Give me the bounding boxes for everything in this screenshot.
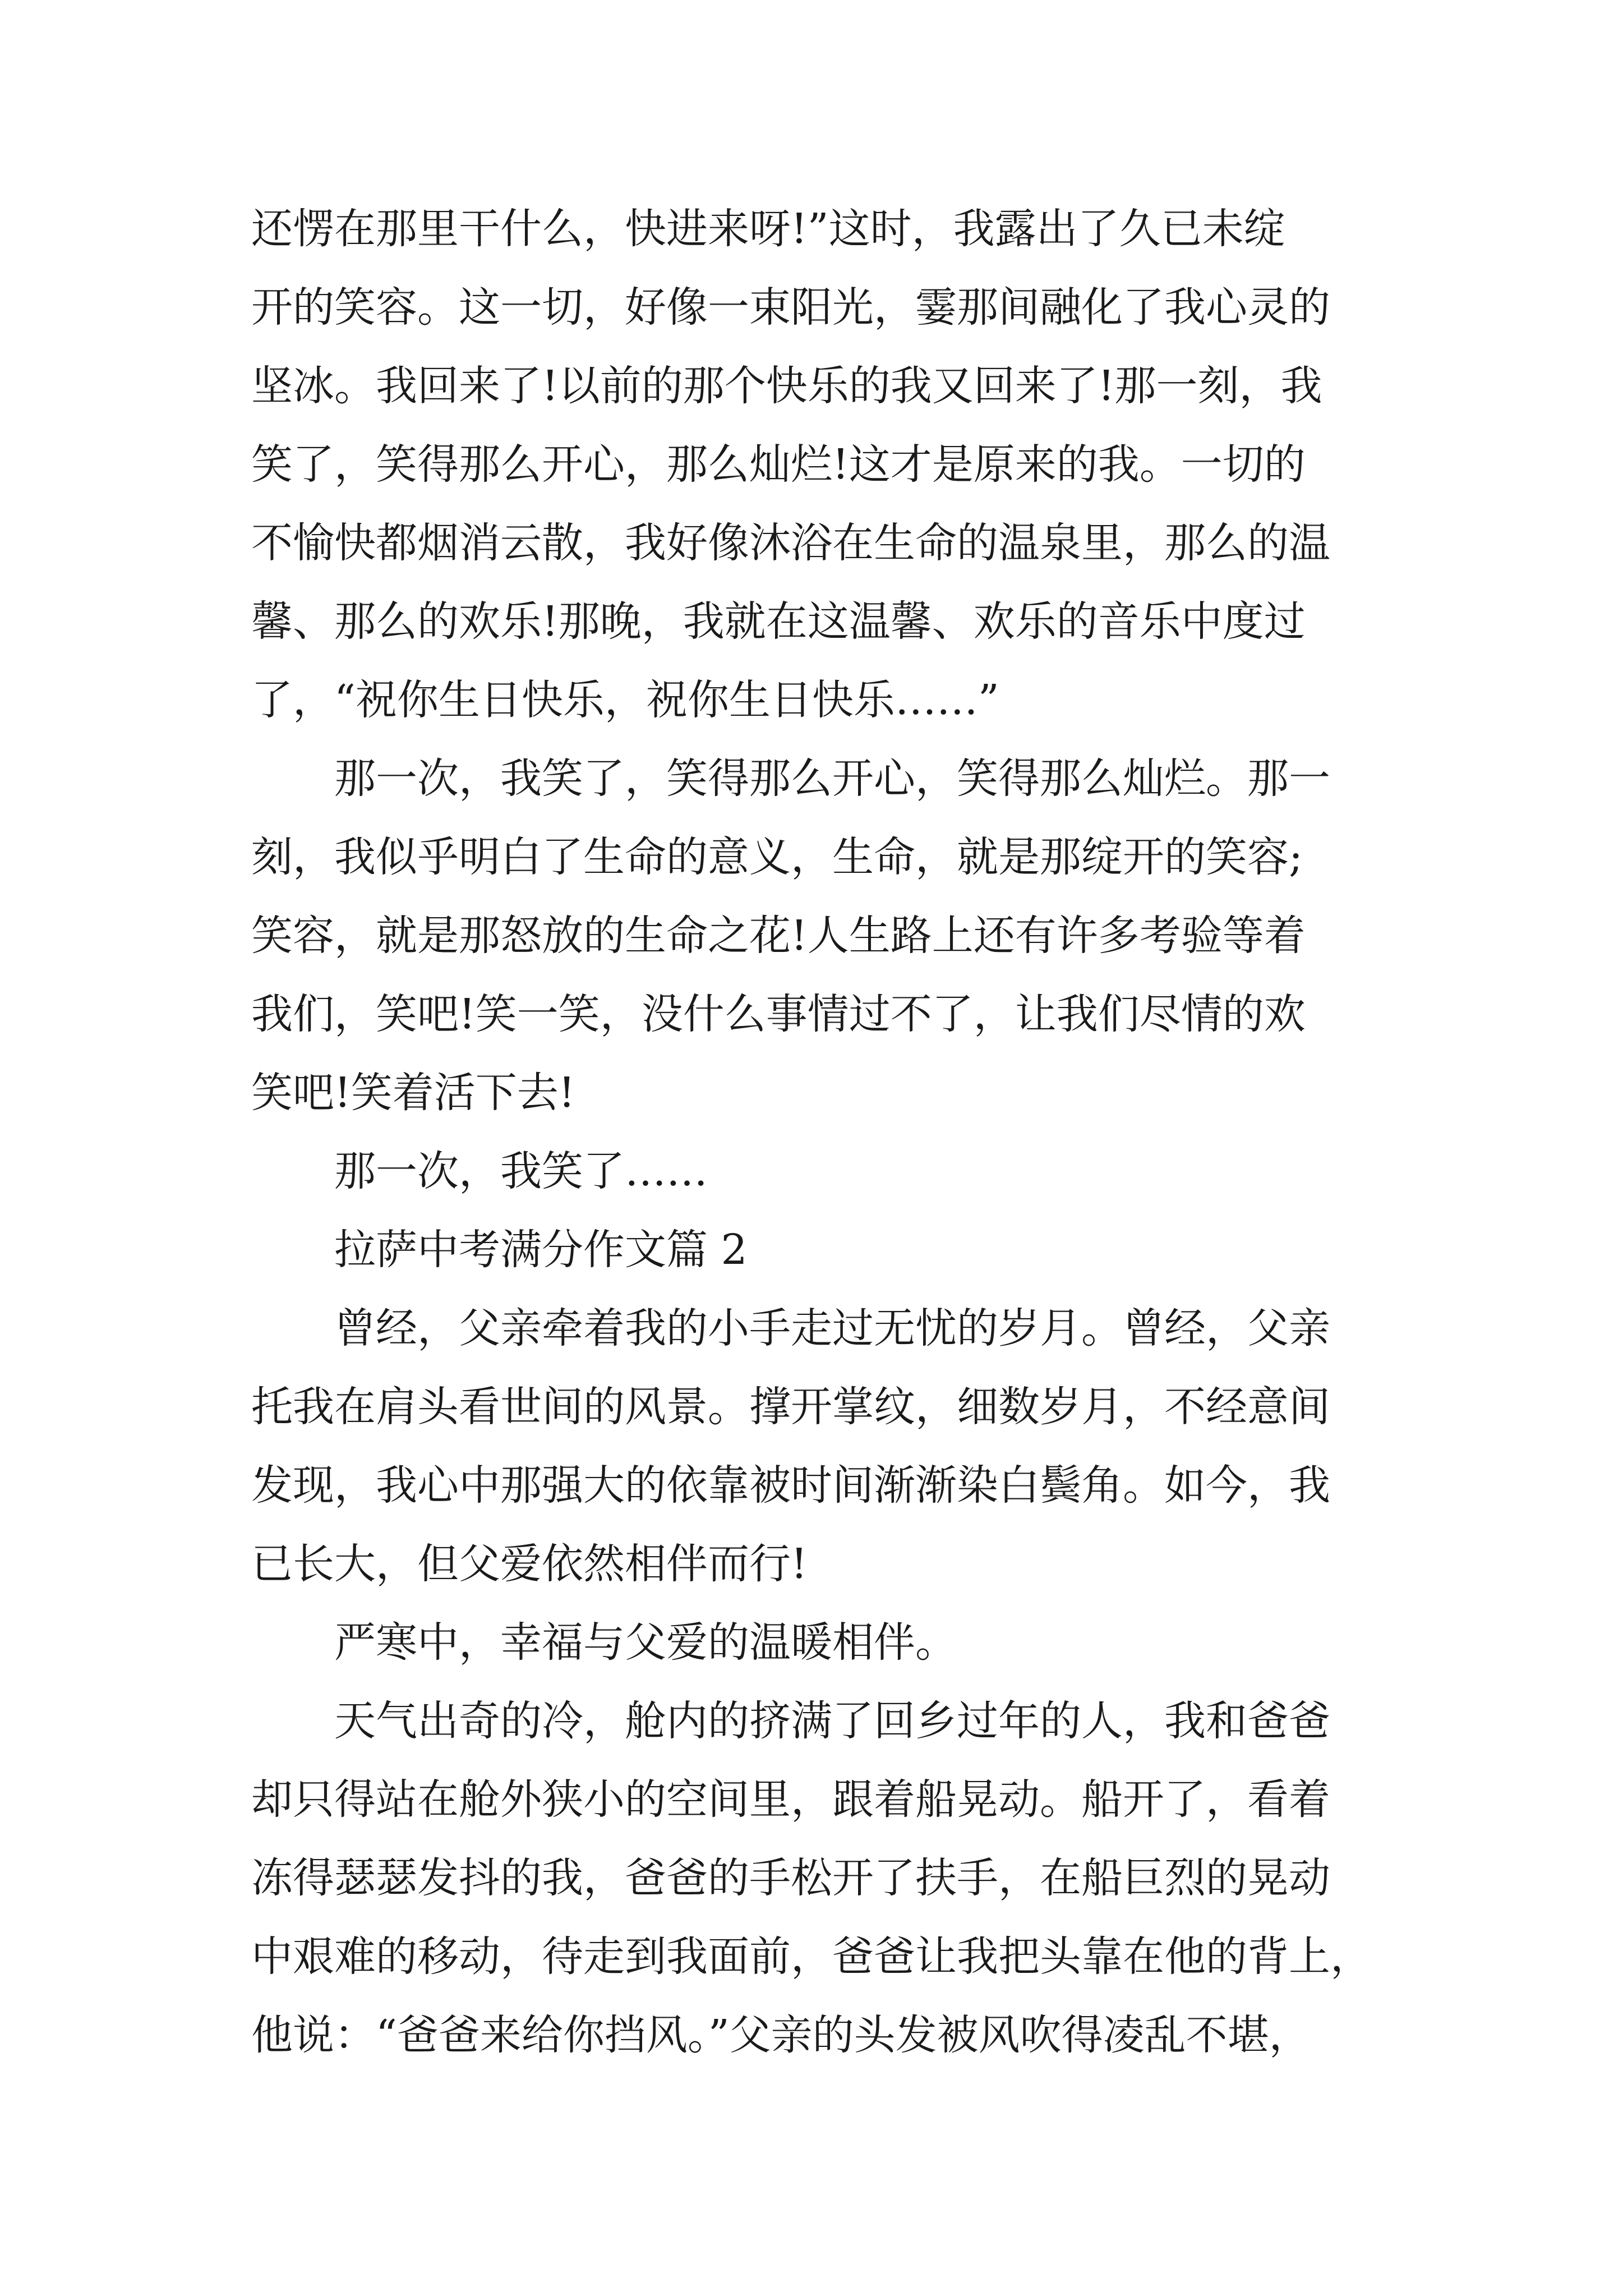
text-line: 我们，笑吧!笑一笑，没什么事情过不了，让我们尽情的欢 (251, 990, 1306, 1038)
paragraph-first-line: 那一次，我笑了，笑得那么开心，笑得那么灿烂。那一 (334, 754, 1330, 803)
text-line: 笑吧!笑着活下去! (251, 1069, 575, 1117)
text-line: 刻，我似乎明白了生命的意义，生命，就是那绽开的笑容; (251, 833, 1303, 881)
text-line: 却只得站在舱外狭小的空间里，跟着船晃动。船开了，看着 (251, 1775, 1330, 1824)
text-line: 他说：“爸爸来给你挡风。”父亲的头发被风吹得凌乱不堪， (251, 2011, 1311, 2059)
text-line: 笑容，就是那怒放的生命之花!人生路上还有许多考验等着 (251, 912, 1306, 960)
text-line: 发现，我心中那强大的依靠被时间渐渐染白鬓角。如今，我 (251, 1461, 1330, 1510)
paragraph-first-line: 天气出奇的冷，舱内的挤满了回乡过年的人，我和爸爸 (334, 1697, 1330, 1745)
text-line: 已长大，但父爱依然相伴而行! (251, 1540, 808, 1588)
paragraph-first-line: 曾经，父亲牵着我的小手走过无忧的岁月。曾经，父亲 (334, 1304, 1330, 1352)
paragraph-first-line: 严寒中，幸福与父爱的温暖相伴。 (334, 1618, 957, 1667)
text-line: 了，“祝你生日快乐，祝你生日快乐……” (251, 676, 999, 724)
text-line: 馨、那么的欢乐!那晚，我就在这温馨、欢乐的音乐中度过 (251, 597, 1306, 646)
paragraph-first-line: 那一次，我笑了…… (334, 1147, 708, 1195)
text-line: 托我在肩头看世间的风景。撑开掌纹，细数岁月，不经意间 (251, 1383, 1330, 1431)
text-line: 中艰难的移动，待走到我面前，爸爸让我把头靠在他的背上， (251, 1932, 1372, 1981)
text-line: 笑了，笑得那么开心，那么灿烂!这才是原来的我。一切的 (251, 440, 1306, 489)
text-line: 不愉快都烟消云散，我好像沐浴在生命的温泉里，那么的温 (251, 519, 1330, 567)
text-line: 开的笑容。这一切，好像一束阳光，霎那间融化了我心灵的 (251, 283, 1330, 332)
essay-heading: 拉萨中考满分作文篇 2 (334, 1226, 748, 1274)
document-body (251, 190, 1392, 2074)
text-line: 还愣在那里干什么，快进来呀!”这时，我露出了久已未绽 (251, 205, 1285, 253)
text-line: 冻得瑟瑟发抖的我，爸爸的手松开了扶手，在船巨烈的晃动 (251, 1854, 1330, 1902)
text-line: 坚冰。我回来了!以前的那个快乐的我又回来了!那一刻，我 (251, 362, 1322, 410)
